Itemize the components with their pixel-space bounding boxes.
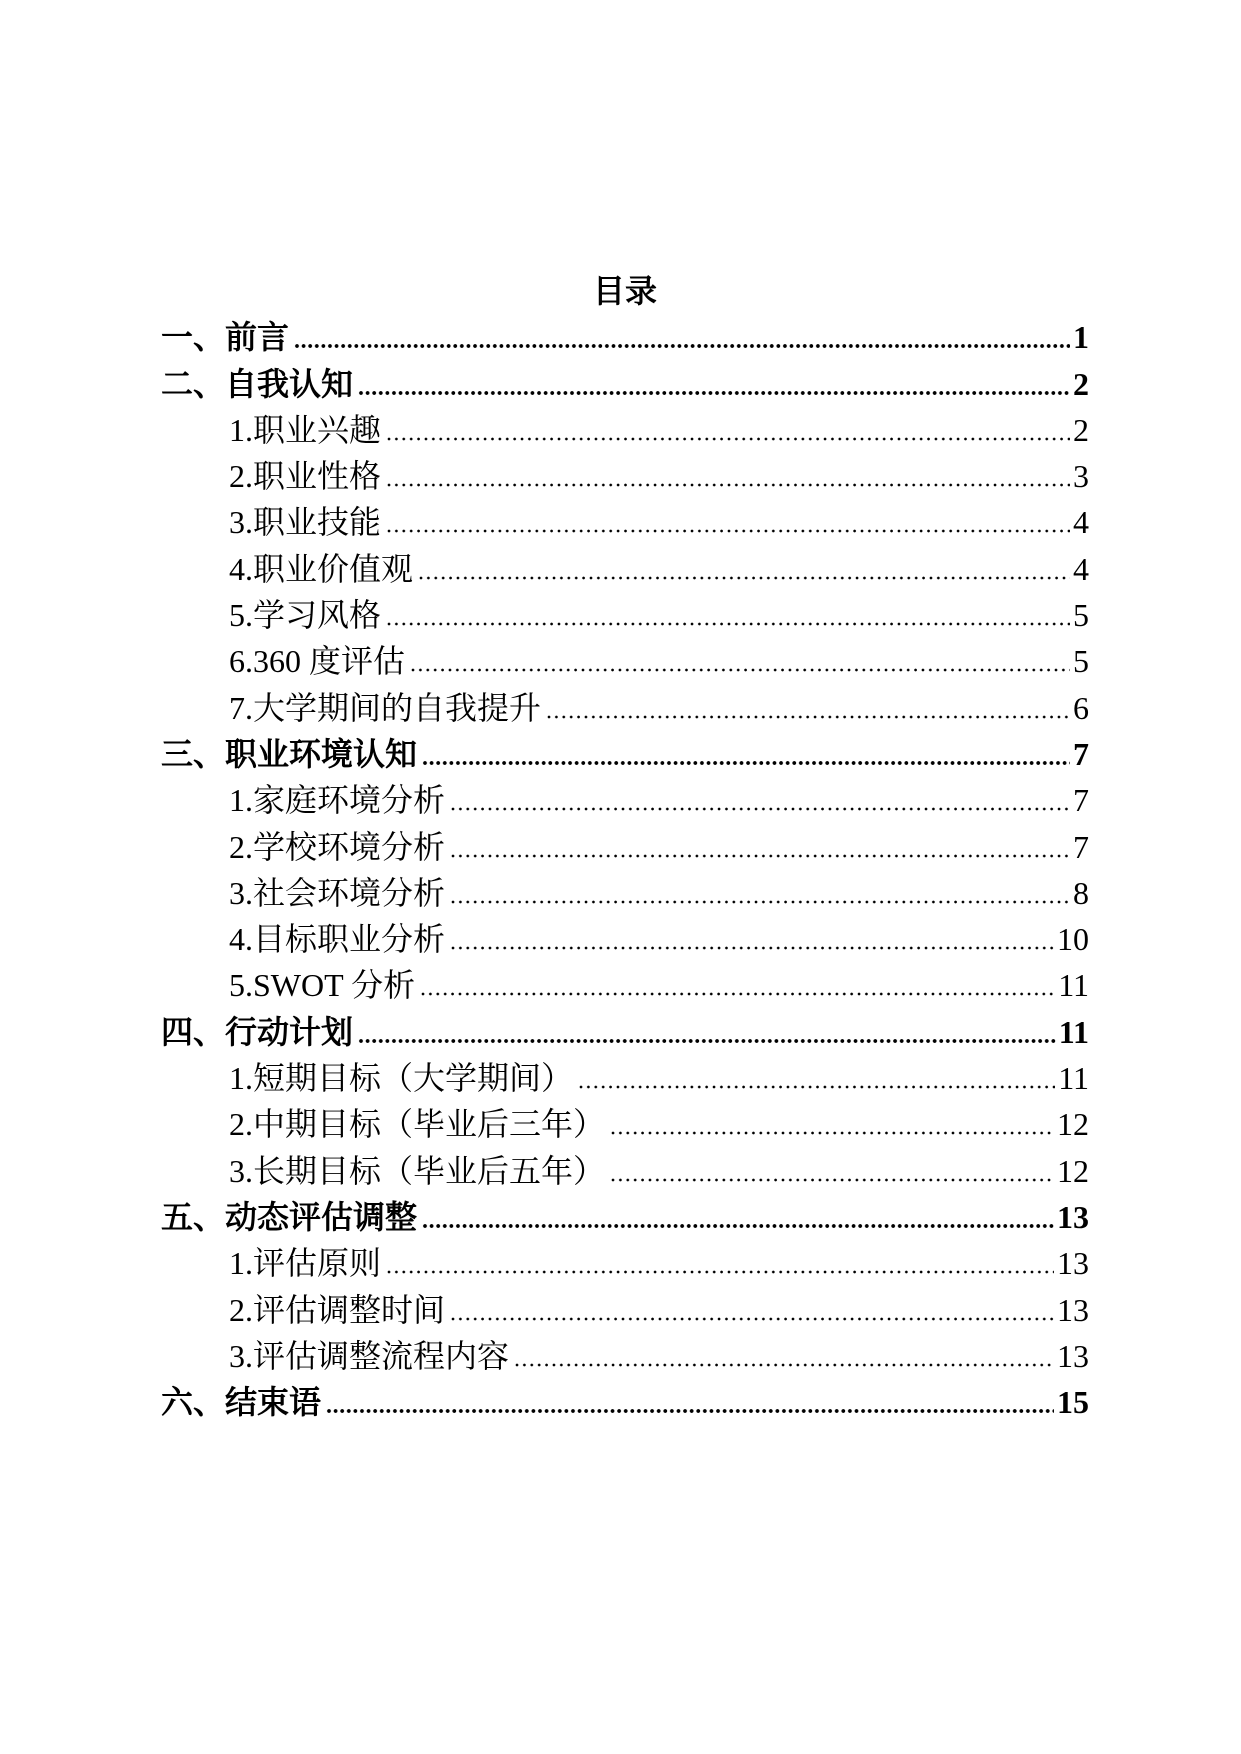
toc-subentry [161, 1101, 1089, 1147]
toc-leader-dots [420, 962, 1055, 1008]
toc-entry-page: 13 [1057, 1337, 1089, 1374]
toc-subentry [161, 546, 1089, 592]
toc-entry-label: 1.职业兴趣 [229, 411, 382, 448]
toc-leader-dots [386, 499, 1070, 545]
toc-entry-label: 五、动态评估调整 [161, 1198, 418, 1235]
toc-leader-dots [546, 685, 1070, 731]
toc-leader-dots [610, 1148, 1054, 1194]
toc-entry-label: 六、结束语 [161, 1384, 322, 1421]
toc-leader-dots [326, 1379, 1054, 1425]
toc-leader-dots [422, 1194, 1054, 1240]
toc-entry-page: 11 [1058, 1060, 1089, 1097]
toc-section-entry [161, 1379, 1089, 1425]
toc-entry-page: 7 [1073, 828, 1089, 865]
toc-leader-dots [418, 546, 1070, 592]
toc-entry-page: 6 [1073, 689, 1089, 726]
toc-entry-label: 4.职业价值观 [229, 550, 414, 587]
toc-entry-page: 1 [1073, 319, 1089, 356]
toc-entry-page: 2 [1073, 365, 1089, 402]
toc-subentry [161, 870, 1089, 916]
toc-entry-label: 3.评估调整流程内容 [229, 1337, 510, 1374]
toc-entry-page: 5 [1073, 643, 1089, 680]
toc-leader-dots [450, 1287, 1054, 1333]
toc-entry-label: 2.学校环境分析 [229, 828, 446, 865]
toc-subentry [161, 592, 1089, 638]
toc-leader-dots [450, 777, 1070, 823]
toc-entry-page: 5 [1073, 597, 1089, 634]
toc-leader-dots [514, 1333, 1054, 1379]
toc-entry-page: 12 [1057, 1152, 1089, 1189]
toc-entry-label: 1.家庭环境分析 [229, 782, 446, 819]
toc-subentry [161, 1333, 1089, 1379]
toc-entry-page: 4 [1073, 504, 1089, 541]
toc-leader-dots [410, 638, 1070, 684]
toc-entry-label: 3.社会环境分析 [229, 874, 446, 911]
table-of-contents [161, 268, 1089, 1425]
toc-subentry [161, 1287, 1089, 1333]
toc-entry-label: 一、前言 [161, 319, 290, 356]
toc-subentry [161, 824, 1089, 870]
toc-leader-dots [358, 361, 1070, 407]
toc-entry-page: 11 [1058, 1013, 1089, 1050]
toc-subentry [161, 777, 1089, 823]
toc-leader-dots [294, 314, 1070, 360]
toc-leader-dots [386, 453, 1070, 499]
toc-entry-label: 2.职业性格 [229, 458, 382, 495]
toc-subentry [161, 1055, 1089, 1101]
toc-leader-dots [610, 1101, 1054, 1147]
toc-entry-page: 2 [1073, 411, 1089, 448]
toc-subentry [161, 916, 1089, 962]
toc-leader-dots [358, 1009, 1056, 1055]
toc-entry-label: 5.SWOT 分析 [229, 967, 416, 1004]
toc-leader-dots [578, 1055, 1055, 1101]
toc-title: 目录 [592, 273, 657, 309]
toc-entry-page: 4 [1073, 550, 1089, 587]
toc-entry-label: 6.360 度评估 [229, 643, 406, 680]
toc-entry-label: 2.评估调整时间 [229, 1291, 446, 1328]
toc-subentry [161, 453, 1089, 499]
toc-section-entry [161, 1194, 1089, 1240]
toc-entry-page: 7 [1073, 782, 1089, 819]
toc-entry-page: 13 [1057, 1245, 1089, 1282]
toc-leader-dots [450, 824, 1070, 870]
toc-leader-dots [386, 1240, 1054, 1286]
toc-section-entry [161, 1009, 1089, 1055]
toc-entry-page: 13 [1057, 1291, 1089, 1328]
toc-section-entry [161, 731, 1089, 777]
toc-entry-label: 3.职业技能 [229, 504, 382, 541]
toc-entry-page: 7 [1073, 735, 1089, 772]
toc-entry-label: 1.短期目标（大学期间） [229, 1060, 574, 1097]
toc-entry-page: 8 [1073, 874, 1089, 911]
toc-subentry [161, 638, 1089, 684]
toc-entry-page: 3 [1073, 458, 1089, 495]
toc-leader-dots [422, 731, 1070, 777]
toc-leader-dots [450, 916, 1054, 962]
toc-leader-dots [450, 870, 1070, 916]
toc-entry-label: 二、自我认知 [161, 365, 354, 402]
toc-entry-label: 1.评估原则 [229, 1245, 382, 1282]
toc-leader-dots [386, 592, 1070, 638]
toc-section-entry [161, 314, 1089, 360]
toc-entry-label: 4.目标职业分析 [229, 921, 446, 958]
toc-entry-label: 7.大学期间的自我提升 [229, 689, 542, 726]
toc-entry-label: 三、职业环境认知 [161, 735, 418, 772]
toc-entry-page: 12 [1057, 1106, 1089, 1143]
toc-subentry [161, 1240, 1089, 1286]
toc-entry-label: 5.学习风格 [229, 597, 382, 634]
toc-entry-page: 15 [1057, 1384, 1089, 1421]
toc-subentry [161, 1148, 1089, 1194]
toc-subentry [161, 407, 1089, 453]
toc-leader-dots [386, 407, 1070, 453]
toc-entry-page: 10 [1057, 921, 1089, 958]
toc-entry-label: 四、行动计划 [161, 1013, 354, 1050]
toc-entry-label: 3.长期目标（毕业后五年） [229, 1152, 606, 1189]
toc-subentry [161, 685, 1089, 731]
toc-entry-page: 11 [1058, 967, 1089, 1004]
toc-section-entry [161, 361, 1089, 407]
toc-entry-label: 2.中期目标（毕业后三年） [229, 1106, 606, 1143]
toc-subentry [161, 499, 1089, 545]
toc-subentry [161, 962, 1089, 1008]
toc-entry-page: 13 [1057, 1198, 1089, 1235]
